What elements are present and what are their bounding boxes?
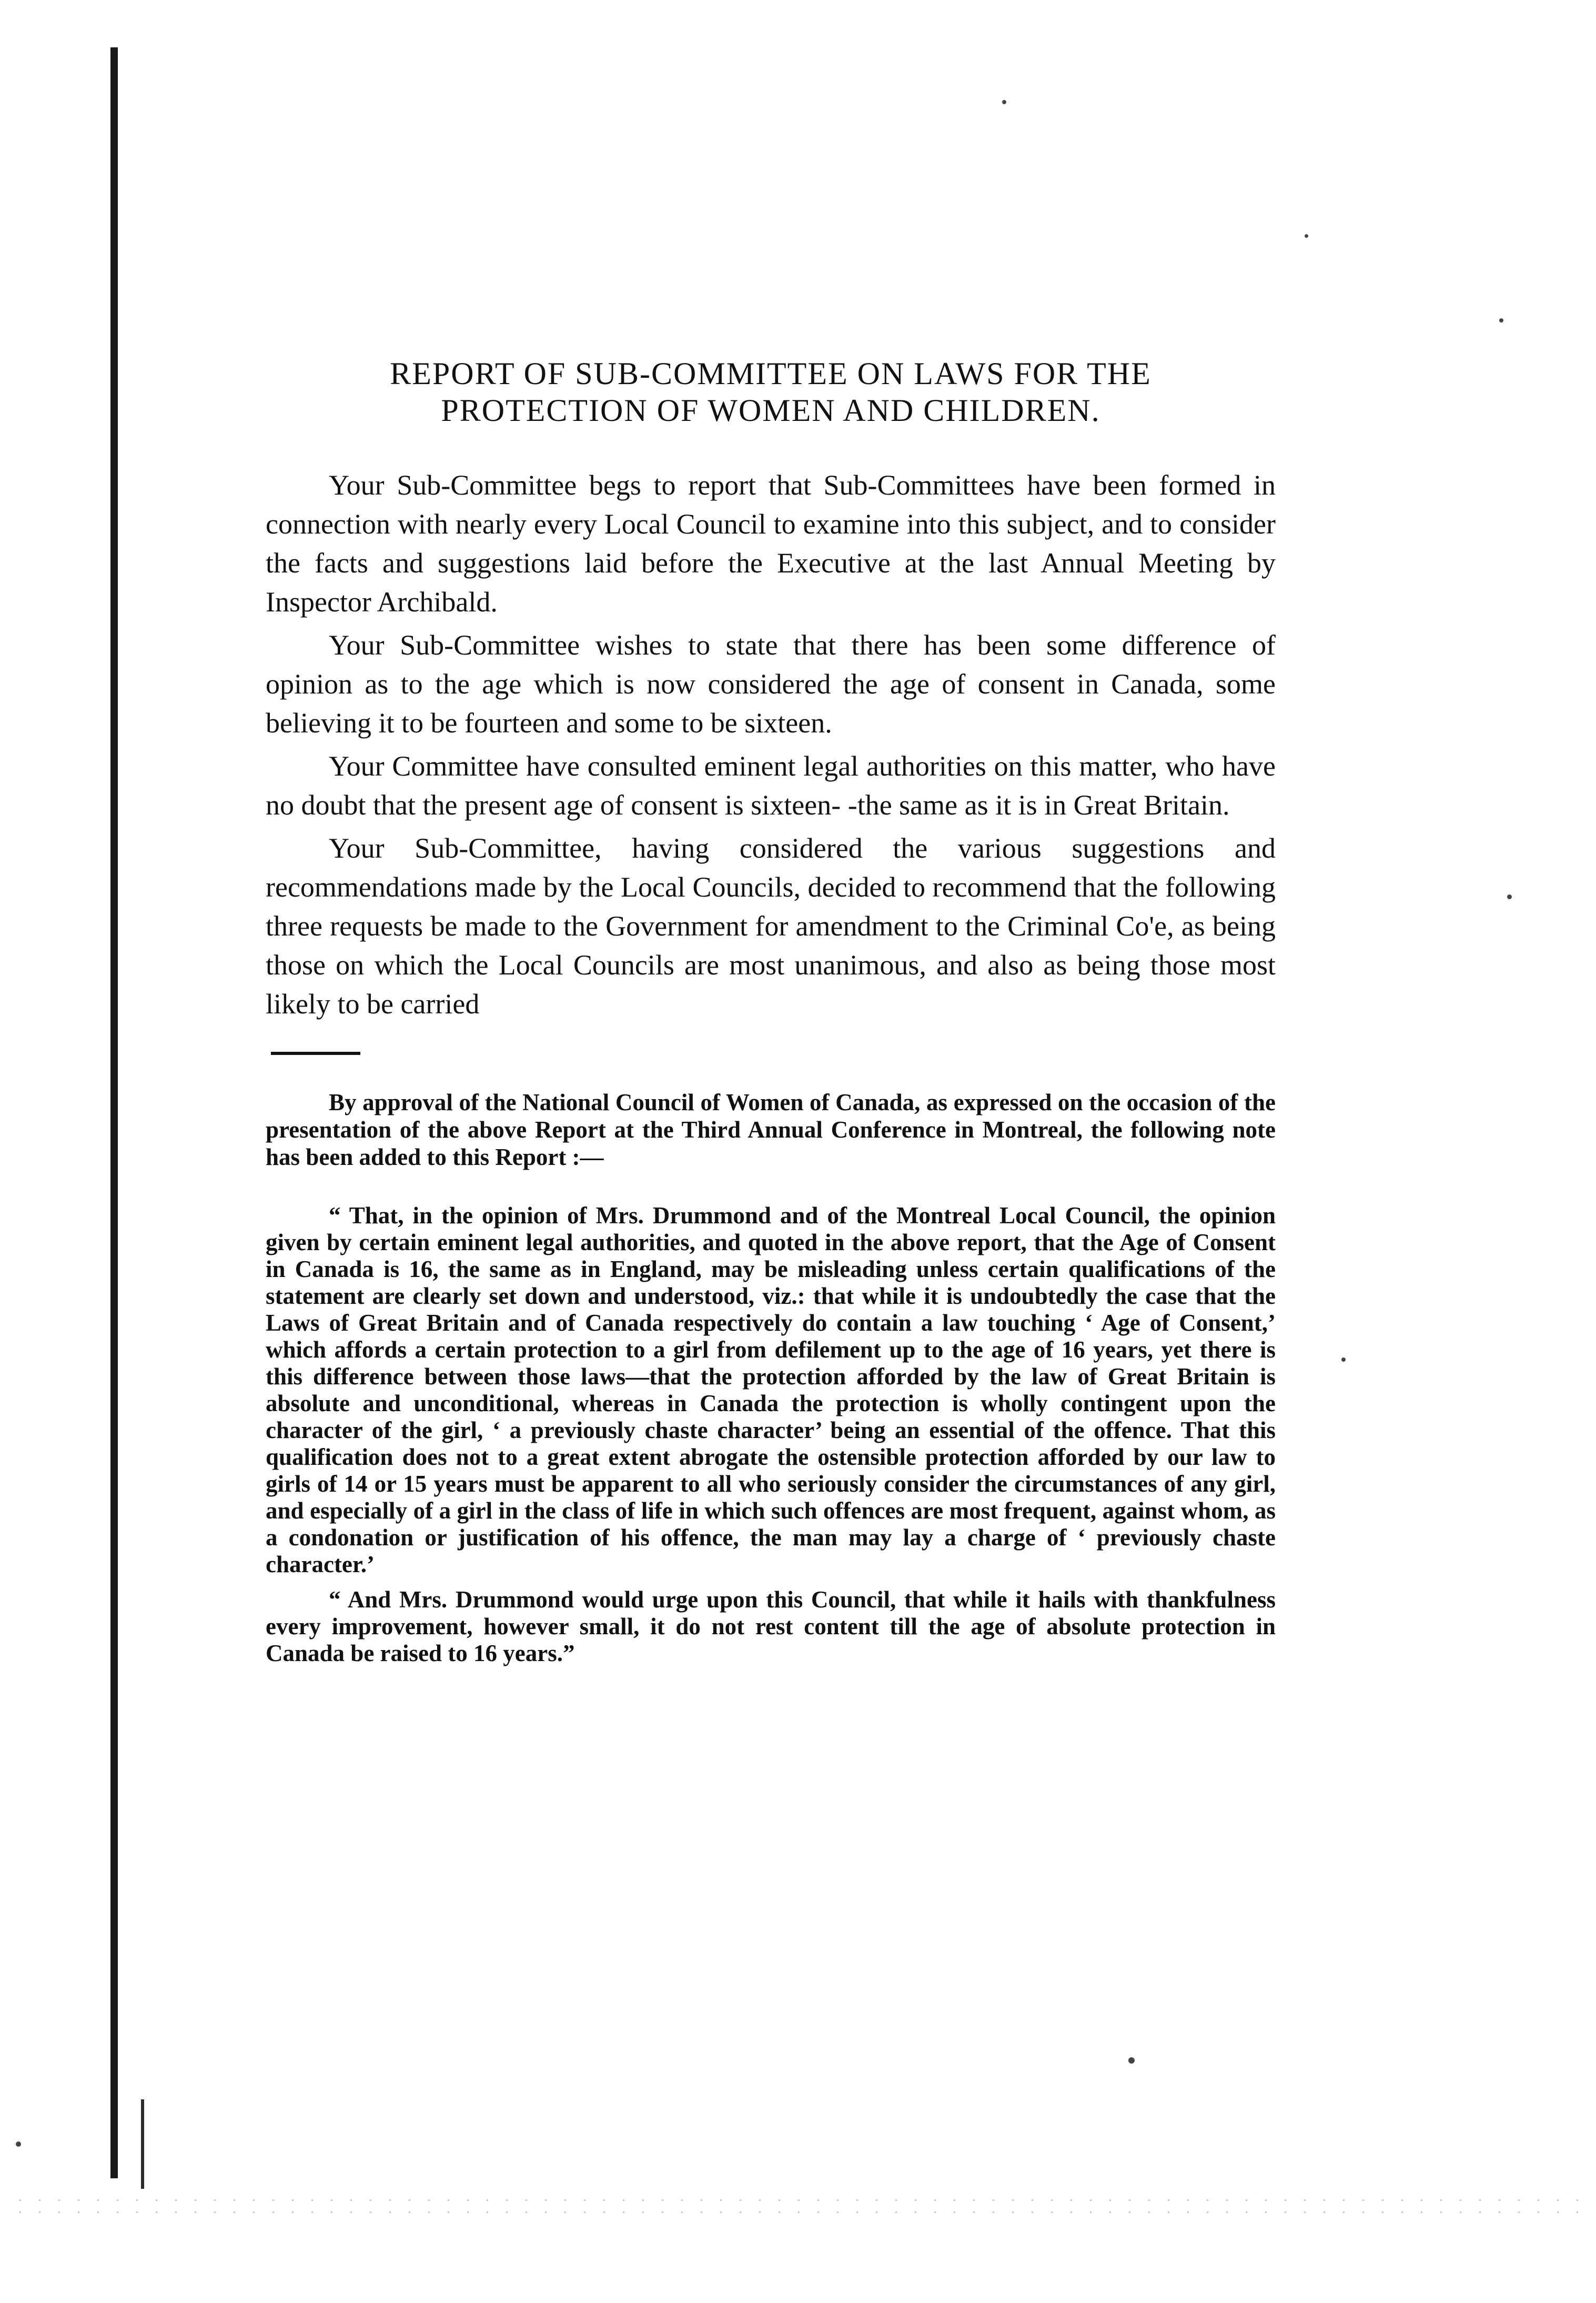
scan-speck — [1002, 100, 1006, 104]
report-title — [266, 355, 1276, 429]
footnote-intro: By approval of the National Council of Women of Canada, as expressed on the occasion of the presentation of the above Report at the Third Annual Conference in Montreal, the following note has been added to this Report :— — [266, 1089, 1276, 1170]
scan-speck — [1341, 1357, 1346, 1362]
footnote-quote-2: “ And Mrs. Drummond would urge upon this Council, that while it hails with thankfulness every improvement, however small, it do not rest content till the age of absolute protection in Canada be raised to 16 years.” — [266, 1586, 1276, 1666]
report-paragraph-4: Your Sub-Committee, having considered the various suggestions and recommendations made by the Local Councils, decided to recommend that the following three requests be made to the Government for amendment to the Criminal Co'e, as being those on which the Local Councils are most unanimous, and also as being those most likely to be carried — [266, 832, 1276, 1020]
scan-speck — [1305, 234, 1308, 238]
scan-speck — [1128, 2057, 1135, 2064]
document-page — [266, 355, 1276, 1675]
scan-speck — [1507, 894, 1512, 899]
scan-margin-shadow — [110, 47, 118, 2178]
report-paragraph-1: Your Sub-Committee begs to report that Sub-Committees have been formed in connection with nearly every Local Council to examine into this subject, and to consider the facts and suggestions laid before the Executive at the last Annual Meeting by Inspector Archibald. — [266, 469, 1276, 618]
scan-noise-strip — [11, 2194, 1583, 2215]
scan-margin-mark — [141, 2099, 144, 2189]
report-paragraph-3: Your Committee have consulted eminent legal authorities on this matter, who have no doubt that the present age of consent is sixteen- -the same as it is in Great Britain. — [266, 750, 1276, 821]
report-title-line-1: REPORT OF SUB-COMMITTEE ON LAWS FOR THE — [390, 356, 1151, 391]
footnote-quote-1: “ That, in the opinion of Mrs. Drummond and of the Montreal Local Council, the opinion given by certain eminent legal authorities, and quoted in the above report, that the Age of Consent in Canada is 16, the same as in England, may be misleading unless certain qualifications of the statement are clearly set down and understood, viz.: that while it is undoubtedly the case that the Laws of Great Britain and of Canada respectively do contain a law touching ‘ Age of Consent,’ which affords a certain protection to a girl from defilement up to the age of 16 years, yet there is this difference between those laws—that the protection afforded by the law of Great Britain is absolute and unconditional, whereas in Canada the protection is wholly contingent upon the character of the girl, ‘ a previously chaste character’ being an essential of the offence. That this qualification does not to a great extent abrogate the ostensible protection afforded by our law to girls of 14 or 15 years must be apparent to all who seriously consider the circumstances of any girl, and especially of a girl in the class of life in which such offences are most frequent, against whom, as a condonation or justification of his offence, the man may lay a charge of ‘ previously chaste character.’ — [266, 1202, 1276, 1577]
footnote-rule — [271, 1052, 360, 1055]
scan-speck — [16, 2141, 21, 2147]
scan-speck — [1499, 318, 1503, 323]
report-paragraph-2: Your Sub-Committee wishes to state that there has been some difference of opinion as to the age which is now considered the age of consent in Canada, some believing it to be fourteen and some to be sixteen. — [266, 629, 1276, 739]
report-title-line-2: PROTECTION OF WOMEN AND CHILDREN. — [441, 393, 1100, 428]
